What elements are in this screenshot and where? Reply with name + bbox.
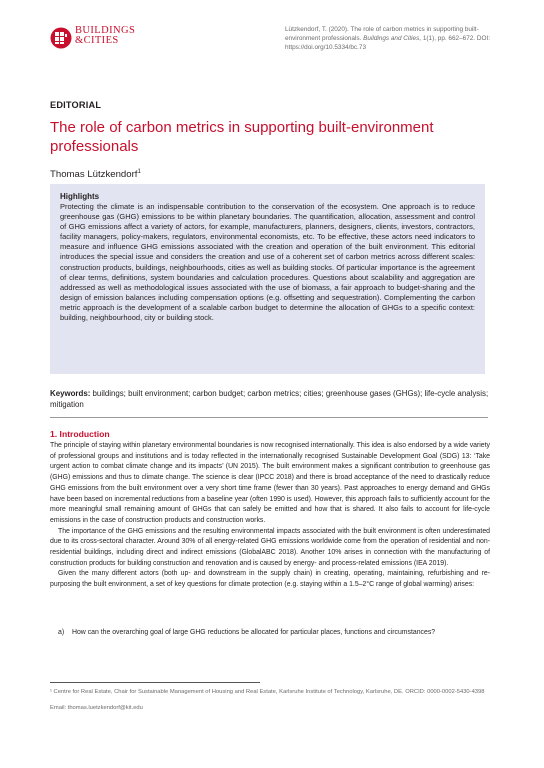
- citation: [285, 25, 495, 52]
- author-email[interactable]: Email: thomas.luetzkendorf@kit.edu: [50, 705, 143, 711]
- keywords-label: Keywords:: [50, 389, 91, 398]
- body-text: [50, 441, 490, 591]
- citation-suffix[interactable]: , 1(1), pp. 662–672. DOI: https://doi.org/10.5334/bc.73: [285, 35, 490, 51]
- keywords-text: buildings; built environment; carbon budget; carbon metrics; cities; greenhouse gases (GHGs); life-cycle analysis; mitigation: [50, 389, 489, 409]
- citation-prefix: Lützkendorf, T. (2020). The role of carbon metrics in supporting built-environment professionals.: [285, 26, 479, 42]
- highlights-text: Protecting the climate is an indispensable contribution to the conservation of the ecosystem. One approach is to reduce greenhouse gas (GHG) emissions to be within planetary boundaries. The quantification, allocation, assessment and control of GHG emissions affect a variety of actors, for example, manufacturers, planners, designers, clients, investors, contractors, facility managers, policy-makers, regulators, environmental economists, etc. To be effective, these actors need indicators to measure and influence GHG emissions associated with the creation and operation of the built environment. This editorial introduces the special issue and considers the creation and use of a coherent set of carbon metrics across different scales: construction products, buildings, neighbourhoods, cities as well as building stocks. Of particular importance is the agreement of clear terms, definitions, system boundaries and calculation procedures. Questions about scalability and aggregation are addressed as well as methodological issues associated with the use of biomass, a fair approach to budget-sharing and the design of emission balances including compensation options (e.g. offsetting and sequestration). Complementing the carbon metric approach is the development of a scalable carbon budget to determine the allocation of GHGs to a specific context: building, neighbourhood, city or building stock.: [60, 202, 475, 323]
- footnote: ¹ Centre for Real Estate, Chair for Sustainable Management of Housing and Real Estate, Karlsruhe Institute of Technology, Karlsruhe, DE. ORCID: 0000-0002-5430-4398: [50, 689, 485, 695]
- paragraph: Given the many different actors (both up- and downstream in the supply chain) in creating, operating, maintaining, refurbishing and re-purposing the built environment, a set of key questions for climate protection (e.g. staying within a 1.5–2°C range of global warming) arises:: [50, 570, 490, 589]
- highlights-box: [50, 184, 485, 374]
- keywords: [50, 389, 490, 410]
- paragraph: The principle of staying within planetary environmental boundaries is now recognised internationally. This idea is also endorsed by a wide variety of professional groups and institutions and is today reflected in the internationally recognised Sustainable Development Goal (SDG) 13: ‘Take urgent action to combat climate change and its impacts’ (UN 2015). The built environment makes a significant contribution to greenhouse gas (GHG) emissions and thus to climate change. The science is clear (IPCC 2018) and there is broad acceptance of the need to drastically reduce GHG emissions from the built environment over a very short time frame (fewer than 30 years). Past approaches to energy demand and GHGs have been based on incremental reductions from a baseline year (often 1990 is used). However, this approach fails to sufficiently account for the more meaningful small remaining amount of GHGs that can safely be emitted and how that is shared. It also fails to account for life-cycle emissions in the case of construction products and construction works.: [50, 442, 490, 524]
- section-heading: 1. Introduction: [50, 429, 110, 439]
- list-marker: a): [58, 629, 65, 636]
- footnote-divider: [50, 682, 260, 683]
- list-item-text: How can the overarching goal of large GHG reductions be allocated for particular places, functions and circumstances?: [72, 629, 436, 636]
- journal-logo: [50, 26, 135, 49]
- question-list-item: [50, 628, 490, 639]
- author-line: [50, 169, 141, 180]
- article-type: EDITORIAL: [50, 100, 102, 110]
- author-affiliation-mark: 1: [137, 169, 141, 175]
- paragraph: The importance of the GHG emissions and the resulting environmental impacts associated with the built environment is often underestimated due to its cross-sectoral character. Around 30% of all energy-related GHG emissions worldwide come from the operation of residential and non-residential buildings, including direct and indirect emissions (GlobalABC 2018). Another 10% arises in connection with the manufacturing of construction products for building construction and renovation and is caused by energy- and process-related emissions (IEA 2019).: [50, 527, 490, 567]
- highlights-heading: Highlights: [60, 192, 100, 201]
- logo-mark-icon: [50, 27, 72, 49]
- article-title: The role of carbon metrics in supporting built-environment professionals: [50, 119, 434, 155]
- logo-line-1: BUILDINGS: [75, 25, 136, 36]
- author-name: Thomas Lützkendorf: [50, 169, 138, 181]
- section-divider: [50, 417, 488, 418]
- logo-line-2: &CITIES: [75, 35, 119, 46]
- citation-journal: Buildings and Cities: [363, 35, 420, 42]
